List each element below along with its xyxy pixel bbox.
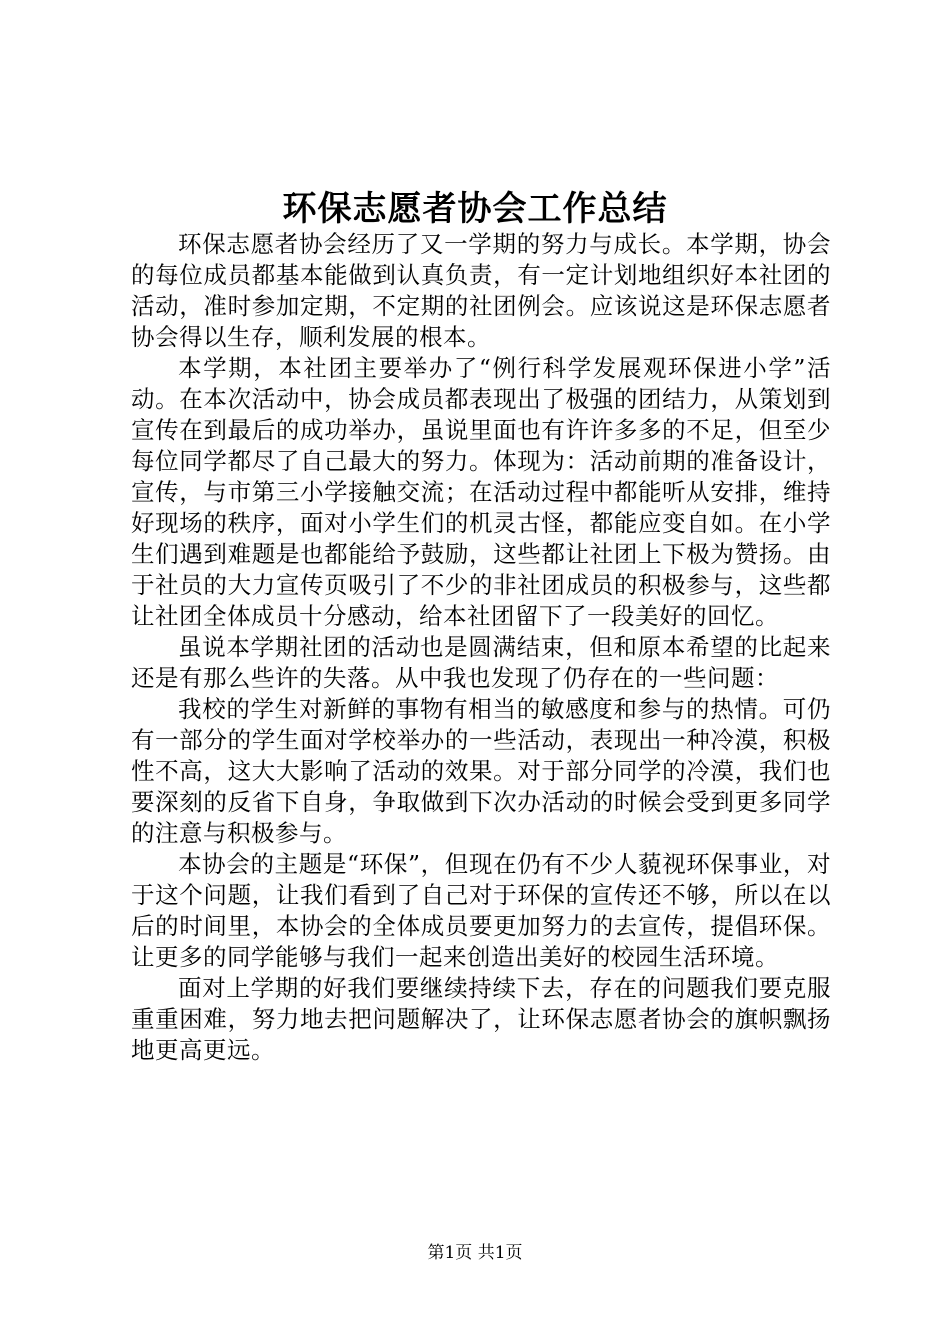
paragraph-1: 环保志愿者协会经历了又一学期的努力与成长。本学期，协会的每位成员都基本能做到认真负责，有一定计划地组织好本社团的活动，准时参加定期，不定期的社团例会。应该说这是环保志愿者协会得以生存，顺利发展的根本。 — [131, 230, 831, 351]
paragraph-4: 我校的学生对新鲜的事物有相当的敏感度和参与的热情。可仍有一部分的学生面对学校举办的一些活动，表现出一种冷漠，积极性不高，这大大影响了活动的效果。对于部分同学的冷漠，我们也要深刻的反省下自身，争取做到下次办活动的时候会受到更多同学的注意与积极参与。 — [131, 695, 831, 847]
document-body — [131, 229, 831, 1066]
paragraph-3: 虽说本学期社团的活动也是圆满结束，但和原本希望的比起来还是有那么些许的失落。从中我也发现了仍存在的一些问题： — [131, 633, 831, 692]
paragraph-6: 面对上学期的好我们要继续持续下去，存在的问题我们要克服重重困难，努力地去把问题解决了，让环保志愿者协会的旗帜飘扬地更高更远。 — [131, 974, 831, 1064]
document-title: 环保志愿者协会工作总结 — [282, 189, 668, 229]
paragraph-5: 本协会的主题是“环保”，但现在仍有不少人藐视环保事业，对于这个问题，让我们看到了自己对于环保的宣传还不够，所以在以后的时间里，本协会的全体成员要更加努力的去宣传，提倡环保。让更多的同学能够与我们一起来创造出美好的校园生活环境。 — [131, 850, 831, 971]
page-footer: 第1页 共1页 — [427, 1243, 523, 1263]
paragraph-2: 本学期，本社团主要举办了“例行科学发展观环保进小学”活动。在本次活动中，协会成员都表现出了极强的团结力，从策划到宣传在到最后的成功举办，虽说里面也有许许多多的不足，但至少每位同学都尽了自己最大的努力。体现为：活动前期的准备设计，宣传，与市第三小学接触交流；在活动过程中都能听从安排，维持好现场的秩序，面对小学生们的机灵古怪，都能应变自如。在小学生们遇到难题是也都能给予鼓励，这些都让社团上下极为赞扬。由于社员的大力宣传页吸引了不少的非社团成员的积极参与，这些都让社团全体成员十分感动，给本社团留下了一段美好的回忆。 — [131, 354, 831, 630]
